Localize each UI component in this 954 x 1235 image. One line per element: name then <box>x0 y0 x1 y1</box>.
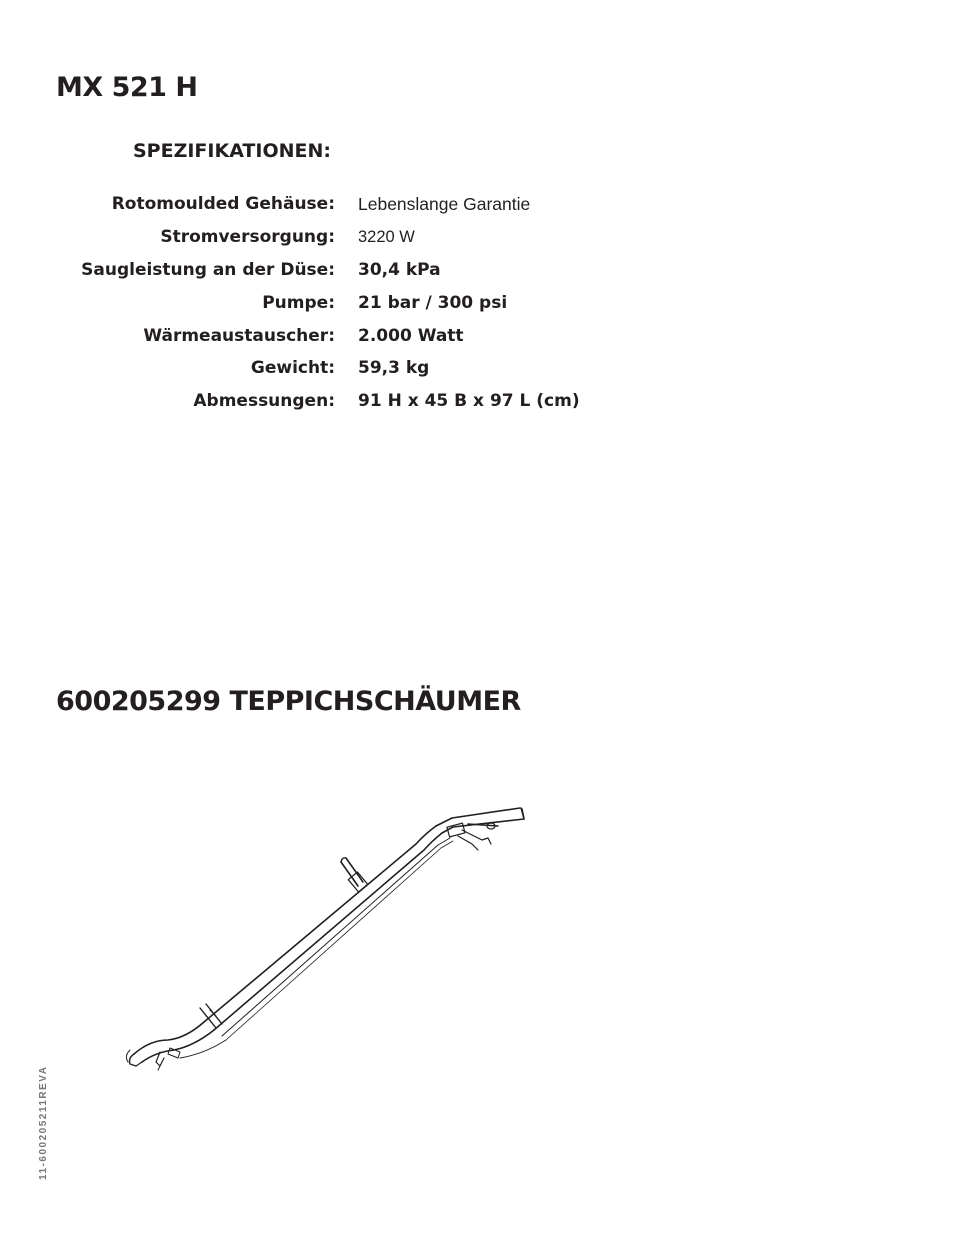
specifications-heading: SPEZIFIKATIONEN: <box>133 140 331 162</box>
spec-label: Wärmeaustauscher: <box>143 325 335 346</box>
specifications-table <box>0 188 700 418</box>
spec-value: 59,3 kg <box>358 358 430 379</box>
spec-label: Saugleistung an der Düse: <box>81 259 335 280</box>
spec-row-suction <box>0 254 700 287</box>
spec-row-housing <box>0 188 700 221</box>
spec-label: Stromversorgung: <box>160 227 335 248</box>
spec-label: Pumpe: <box>262 292 335 313</box>
spec-value: 21 bar / 300 psi <box>358 292 508 313</box>
spec-value: 2.000 Watt <box>358 325 464 346</box>
spec-value: 3220 W <box>358 227 415 246</box>
spec-value: Lebenslange Garantie <box>358 193 531 214</box>
product-title: 600205299 TEPPICHSCHÄUMER <box>56 686 521 717</box>
document-code: 11-600205211REVA <box>38 1065 49 1180</box>
spec-value: 91 H x 45 B x 97 L (cm) <box>358 391 580 412</box>
spec-label: Rotomoulded Gehäuse: <box>111 194 335 215</box>
carpet-wand-illustration-icon <box>120 800 540 1080</box>
model-title: MX 521 H <box>56 72 198 103</box>
spec-row-pump <box>0 286 700 319</box>
spec-row-heat-exchanger <box>0 319 700 352</box>
spec-label: Gewicht: <box>250 358 335 379</box>
spec-label: Abmessungen: <box>193 391 335 412</box>
spec-value: 30,4 kPa <box>358 259 441 280</box>
spec-row-weight <box>0 352 700 385</box>
spec-row-power <box>0 221 700 254</box>
spec-row-dimensions <box>0 385 700 418</box>
